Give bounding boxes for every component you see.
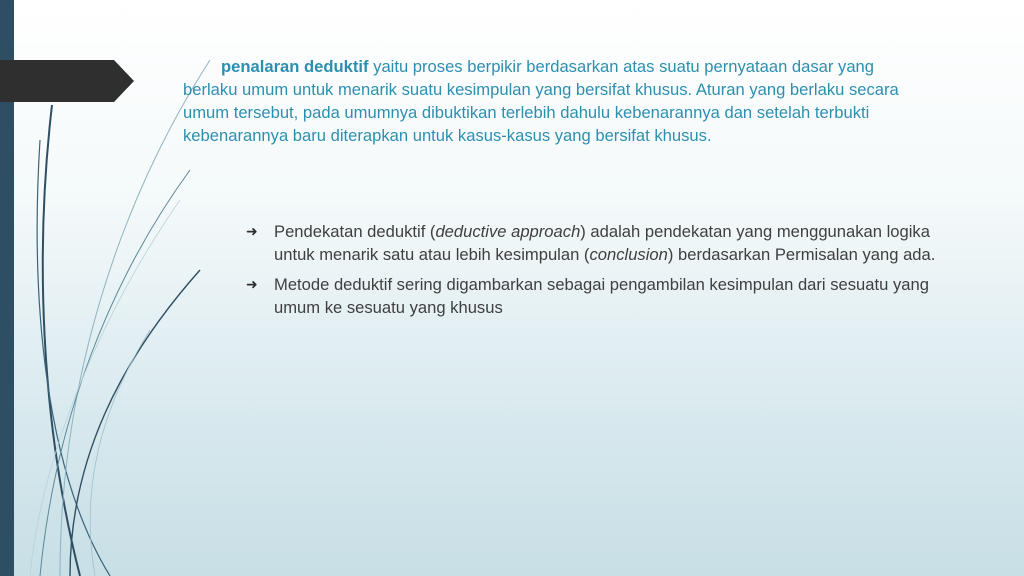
intro-keyword: penalaran deduktif <box>221 57 369 76</box>
arrow-right-icon: ➜ <box>246 276 258 292</box>
bullet-italic-term: deductive approach <box>435 222 581 241</box>
bullet-text: Pendekatan deduktif ( <box>274 222 436 241</box>
bullet-text: Metode deduktif sering digambarkan sebagai pengambilan kesimpulan dari sesuatu yang umum ke sesuatu yang khusus <box>274 275 929 317</box>
bullet-list <box>246 220 966 326</box>
bullet-text: ) berdasarkan Permisalan yang ada. <box>667 245 936 264</box>
bullet-italic-term: conclusion <box>589 245 668 264</box>
intro-text: yaitu proses berpikir berdasarkan atas suatu pernyataan dasar yang berlaku umum untuk menarik suatu kesimpulan yang bersifat khusus. Aturan yang berlaku secara umum tersebut, pada umumnya dibuktikan terlebih dahulu kebenarannya dan setelah terbukti kebenarannya baru diterapkan untuk kasus-kasus yang bersifat khusus. <box>183 57 899 145</box>
arrow-right-icon: ➜ <box>246 223 258 239</box>
bullet-item-method <box>246 273 966 319</box>
bullet-text: ) adalah pendekatan yang menggunakan logika untuk menarik satu atau lebih kesimpulan ( <box>274 222 930 264</box>
arrow-tab-shape <box>0 60 134 102</box>
intro-paragraph <box>183 55 913 147</box>
bullet-item-approach <box>246 220 966 266</box>
